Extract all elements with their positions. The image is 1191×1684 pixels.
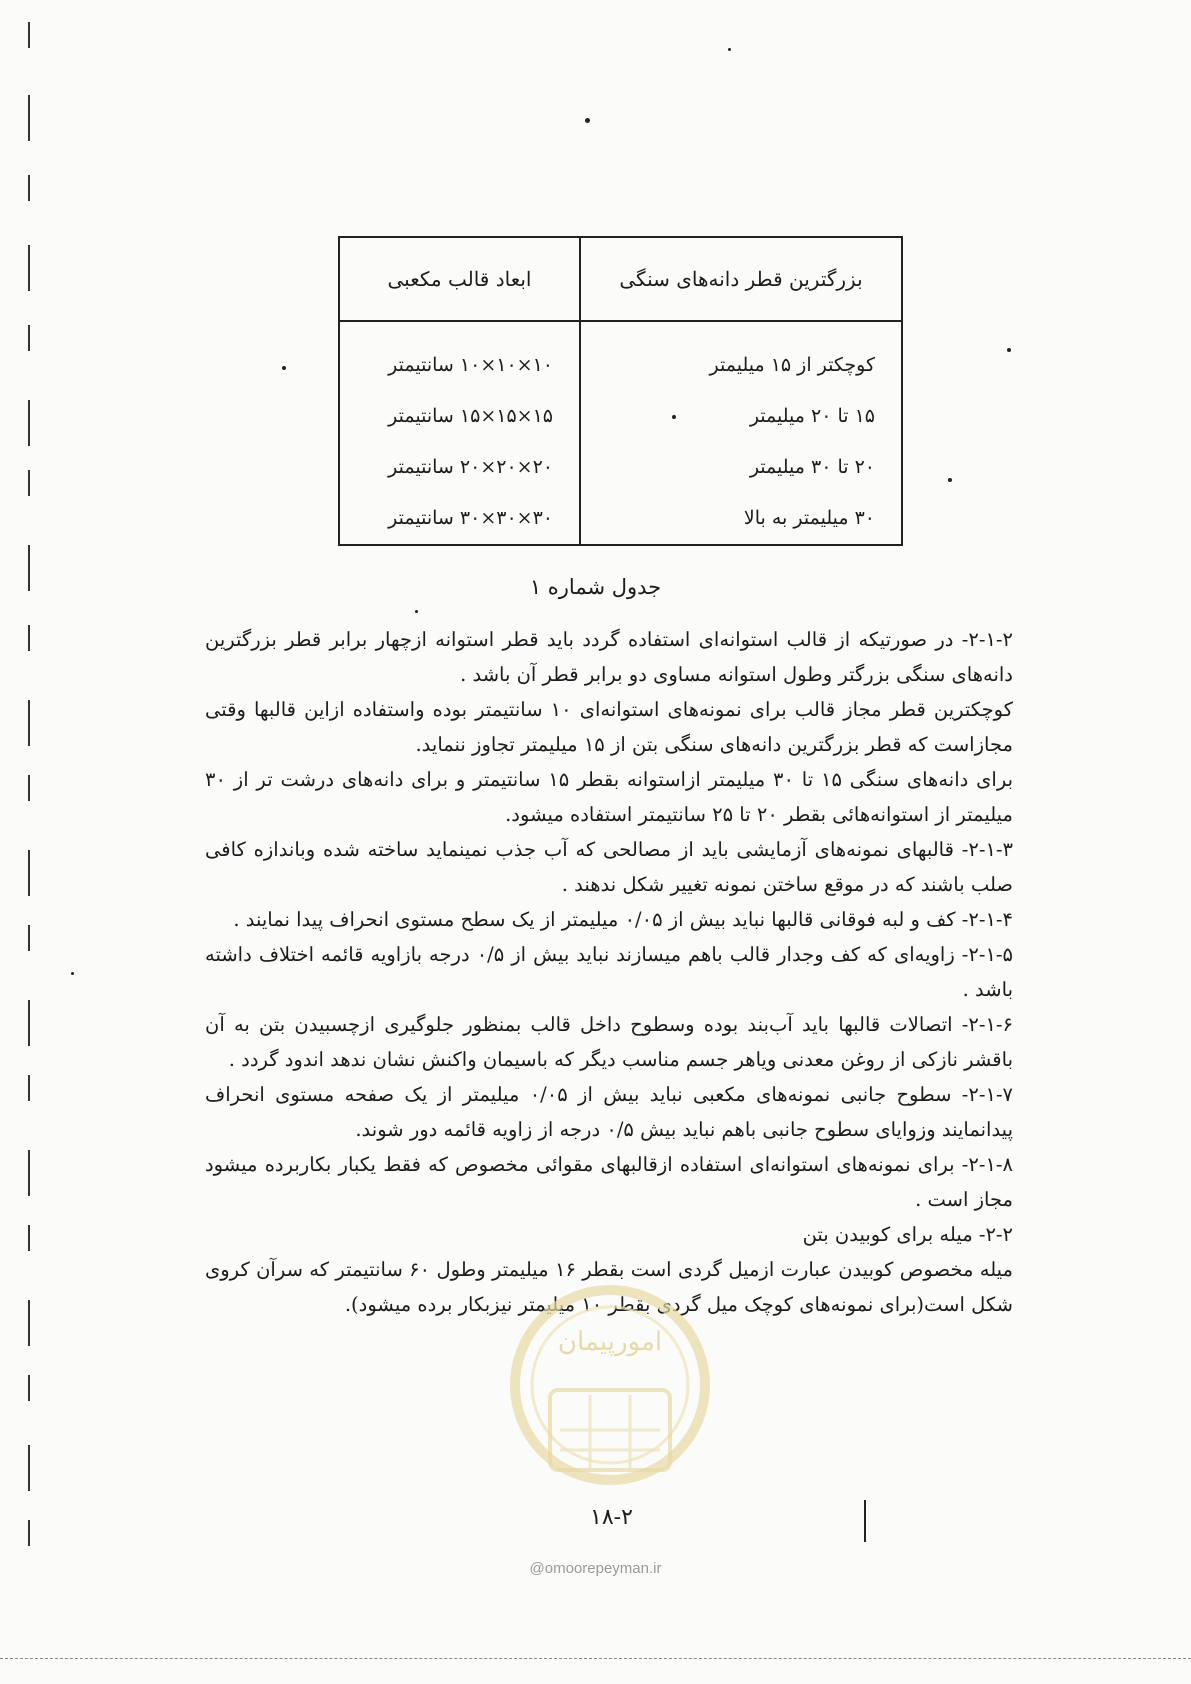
paragraph: ۲-۱-۶- اتصالات قالبها باید آب‌بند بوده وسطوح داخل قالب بمنظور جلوگیری ازچسبیدن بتن به آن باقشر نازکی از روغن معدنی ویاهر جسم مناسب دیگر که باسیمان واکنش نشان ندهد اندود گردد . (205, 1013, 1013, 1071)
table-cell: ۳۰ میلیمتر به بالا (743, 507, 875, 529)
paragraph: برای دانه‌های سنگی ۱۵ تا ۳۰ میلیمتر ازاستوانه بقطر ۱۵ سانتیمتر و برای دانه‌های درشت تر از ۳۰ میلیمتر از استوانه‌هائی بقطر ۲۰ تا ۲۵ سانتیمتر استفاده میشود. (205, 768, 1014, 826)
section-heading: ۲-۲- میله برای کوبیدن بتن (802, 1223, 1013, 1246)
watermark-site: @omoorepeyman.ir (529, 1560, 662, 1577)
paragraph: ۲-۱-۸- برای نمونه‌های استوانه‌ای استفاده ازقالبهای مقوائی مخصوص که فقط یکبار بکاربرده میشود مجاز است . (205, 1153, 1013, 1211)
table-header-mould-dimensions: ابعاد قالب مکعبی (339, 237, 580, 321)
paragraph: میله مخصوص کوبیدن عبارت ازمیل گردی است بقطر ۱۶ میلیمتر وطول ۶۰ سانتیمتر که سرآن کروی شکل است(برای نمونه‌های کوچک میل گردی بقطر ۱۰ میلیمتر نیزبکار برده میشود). (205, 1258, 1013, 1316)
page-number: ۱۸-۲ (590, 1505, 633, 1530)
watermark-seal-text: امورپیمان (557, 1327, 663, 1357)
table-cell: ۳۰×۳۰×۳۰ سانتیمتر (388, 507, 553, 529)
paragraph: ۲-۱-۷- سطوح جانبی نمونه‌های مکعبی نباید بیش از ۰/۰۵ میلیمتر از یک صفحه مستوی انحراف پیدانمایند وزوایای سطوح جانبی باهم نباید بیش ۰/۵ درجه از زاویه قائمه دور شوند. (205, 1083, 1014, 1141)
aggregate-size-column (580, 321, 902, 545)
binding-margin (18, 0, 48, 1684)
paragraph: ۲-۱-۳- قالبهای نمونه‌های آزمایشی باید از مصالحی که آب جذب نمینماید ساخته شده وباندازه کافی صلب باشند که در موقع ساختن نمونه تغییر شکل ندهند . (205, 838, 1013, 896)
mould-dimensions-column (339, 321, 580, 545)
table-cell: ۱۵ تا ۲۰ میلیمتر (749, 405, 875, 427)
table-header-aggregate-size: بزرگترین قطر دانه‌های سنگی (580, 237, 902, 321)
table-cell: ۲۰×۲۰×۲۰ سانتیمتر (388, 456, 553, 478)
paragraph: ۲-۱-۵- زاویه‌ای که کف وجدار قالب باهم میسازند نباید بیش از ۰/۵ درجه بازاویه قائمه اختلاف داشته باشد . (205, 943, 1013, 1001)
cube-mould-table (338, 236, 903, 546)
table-cell: ۲۰ تا ۳۰ میلیمتر (749, 456, 875, 478)
paragraph: کوچکترین قطر مجاز قالب برای نمونه‌های استوانه‌ای ۱۰ سانتیمتر بوده واستفاده ازاین قالبها وقتی مجازاست که قطر بزرگترین دانه‌های سنگی بتن از ۱۵ میلیمتر تجاوز ننماید. (205, 698, 1013, 756)
table-cell: ۱۵×۱۵×۱۵ سانتیمتر (388, 405, 553, 427)
body-text (205, 622, 1013, 1322)
table-cell: ۱۰×۱۰×۱۰ سانتیمتر (388, 354, 553, 376)
table-caption: جدول شماره ۱ (529, 575, 662, 599)
paragraph: ۲-۱-۲- در صورتیکه از قالب استوانه‌ای استفاده گردد باید قطر استوانه ازچهار برابر قطر بزرگترین دانه‌های سنگی بزرگتر وطول استوانه مساوی دو برابر قطر آن باشد . (205, 628, 1013, 686)
table-cell: کوچکتر از ۱۵ میلیمتر (709, 354, 875, 376)
paragraph: ۲-۱-۴- کف و لبه فوقانی قالبها نباید بیش از ۰/۰۵ میلیمتر از یک سطح مستوی انحراف پیدا نمایند . (233, 908, 1013, 931)
bottom-rule (0, 1658, 1191, 1659)
